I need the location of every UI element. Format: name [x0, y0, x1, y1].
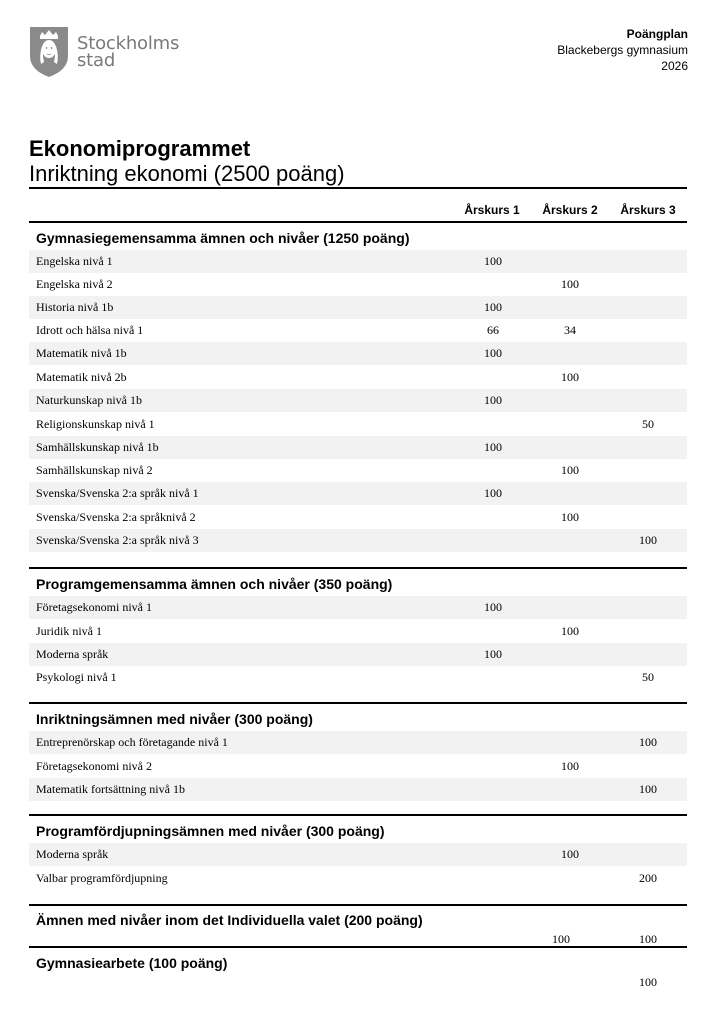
- points-year3: 100: [639, 735, 657, 749]
- course-name: Matematik fortsättning nivå 1b: [36, 782, 185, 796]
- points-year1: 100: [484, 440, 502, 454]
- divider: [29, 904, 687, 906]
- program-title: Ekonomiprogrammet: [29, 136, 251, 161]
- table-row: [29, 506, 687, 529]
- course-name: Psykologi nivå 1: [36, 670, 117, 684]
- course-name: Engelska nivå 2: [36, 277, 113, 291]
- section-title: Gymnasiearbete (100 poäng): [36, 955, 228, 971]
- course-name: Svenska/Svenska 2:a språk nivå 1: [36, 486, 199, 500]
- table-row: [29, 436, 687, 459]
- points-year2: 100: [561, 463, 579, 477]
- points-year2: 100: [561, 277, 579, 291]
- course-name: Religionskunskap nivå 1: [36, 417, 155, 431]
- table-row: [29, 778, 687, 801]
- divider: [29, 187, 687, 189]
- points-year3: 100: [639, 932, 657, 946]
- points-year2: 34: [564, 323, 576, 337]
- table-row: [29, 596, 687, 619]
- table-row: [29, 366, 687, 389]
- course-name: Moderna språk: [36, 647, 109, 661]
- logo-wordmark: [77, 35, 179, 69]
- course-name: Engelska nivå 1: [36, 254, 113, 268]
- table-row: [29, 413, 687, 436]
- course-name: Svenska/Svenska 2:a språknivå 2: [36, 510, 196, 524]
- course-name: Valbar programfördjupning: [36, 871, 168, 885]
- divider: [29, 814, 687, 816]
- title-block: [29, 136, 687, 186]
- table-row: [29, 529, 687, 552]
- section-title: Programfördjupningsämnen med nivåer (300 poäng): [36, 823, 385, 839]
- table-row: [29, 867, 687, 890]
- points-year2: 100: [561, 510, 579, 524]
- course-name: Matematik nivå 1b: [36, 346, 127, 360]
- stockholm-crest-icon: [29, 26, 69, 78]
- table-row: [29, 755, 687, 778]
- course-name: Svenska/Svenska 2:a språk nivå 3: [36, 533, 199, 547]
- table-row: [29, 459, 687, 482]
- course-name: Idrott och hälsa nivå 1: [36, 323, 144, 337]
- course-name: Entreprenörskap och företagande nivå 1: [36, 735, 228, 749]
- points-year1: 100: [484, 647, 502, 661]
- divider: [29, 567, 687, 569]
- logo-text-line1: Stockholms: [77, 33, 180, 54]
- year: 2026: [661, 59, 688, 73]
- course-name: Moderna språk: [36, 847, 109, 861]
- document-type: Poängplan: [626, 27, 688, 41]
- course-name: Historia nivå 1b: [36, 300, 114, 314]
- stockholms-stad-logo: [29, 26, 179, 78]
- column-header-year1: Årskurs 1: [464, 203, 520, 217]
- table-row: [29, 643, 687, 666]
- points-year2: 100: [561, 759, 579, 773]
- points-year3: 100: [639, 533, 657, 547]
- column-header-year3: Årskurs 3: [620, 203, 676, 217]
- divider: [29, 702, 687, 704]
- logo-text-line2: stad: [77, 50, 116, 71]
- table-row: [29, 273, 687, 296]
- table-row: [29, 250, 687, 273]
- table-row: [29, 666, 687, 689]
- points-year1: 100: [484, 393, 502, 407]
- points-year1: 100: [484, 600, 502, 614]
- section-title: Programgemensamma ämnen och nivåer (350 poäng): [36, 576, 393, 592]
- course-name: Matematik nivå 2b: [36, 370, 127, 384]
- points-year2: 100: [561, 847, 579, 861]
- divider: [29, 221, 687, 223]
- points-year1: 100: [484, 300, 502, 314]
- section-title: Gymnasiegemensamma ämnen och nivåer (1250 poäng): [36, 230, 410, 246]
- points-year3: 100: [639, 782, 657, 796]
- course-name: Samhällskunskap nivå 1b: [36, 440, 159, 454]
- school-name: Blackebergs gymnasium: [557, 43, 688, 57]
- points-year3: 200: [639, 871, 657, 885]
- points-year1: 66: [487, 323, 499, 337]
- course-name: Samhällskunskap nivå 2: [36, 463, 153, 477]
- table-row: [29, 620, 687, 643]
- course-name: Företagsekonomi nivå 1: [36, 600, 152, 614]
- orientation-title: Inriktning ekonomi (2500 poäng): [29, 161, 345, 186]
- section-title: Inriktningsämnen med nivåer (300 poäng): [36, 711, 313, 727]
- divider: [29, 946, 687, 948]
- section-title: Ämnen med nivåer inom det Individuella valet (200 poäng): [36, 912, 423, 928]
- table-row: [29, 843, 687, 866]
- table-row: [29, 731, 687, 754]
- points-year1: 100: [484, 254, 502, 268]
- points-year2: 100: [561, 370, 579, 384]
- table-row: [29, 296, 687, 319]
- points-year2: 100: [561, 624, 579, 638]
- column-header-year2: Årskurs 2: [542, 203, 598, 217]
- table-row: [29, 342, 687, 365]
- points-year1: 100: [484, 486, 502, 500]
- points-year3: 100: [639, 975, 657, 989]
- course-name: Företagsekonomi nivå 2: [36, 759, 152, 773]
- course-name: Juridik nivå 1: [36, 624, 102, 638]
- points-year3: 50: [642, 417, 654, 431]
- points-year3: 50: [642, 670, 654, 684]
- document-meta: [557, 26, 688, 74]
- table-row: [29, 482, 687, 505]
- table-row: [29, 319, 687, 342]
- points-year1: 100: [484, 346, 502, 360]
- table-row: [29, 389, 687, 412]
- points-year2: 100: [552, 932, 570, 946]
- course-name: Naturkunskap nivå 1b: [36, 393, 142, 407]
